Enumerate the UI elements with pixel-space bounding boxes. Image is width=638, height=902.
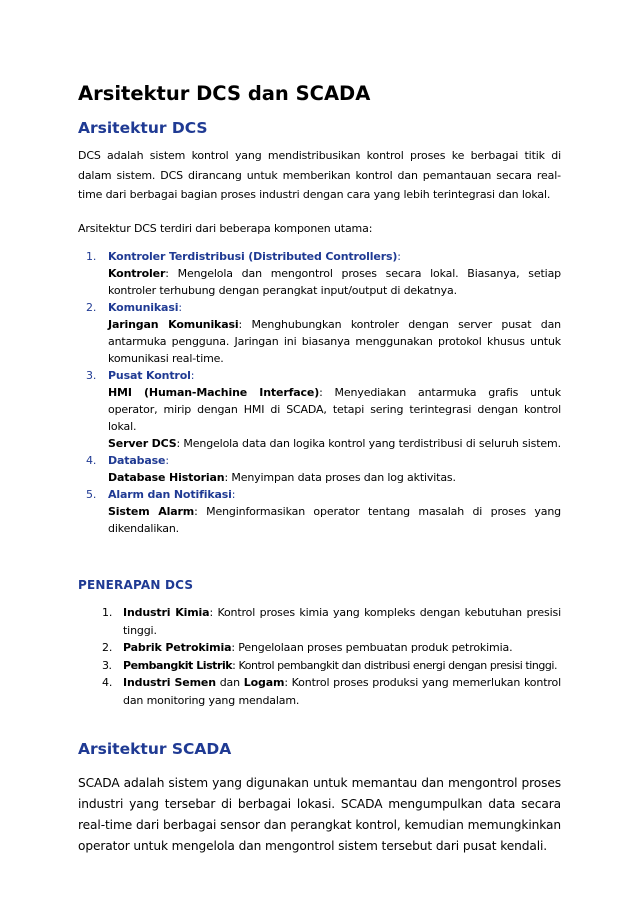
dcs-paragraph: DCS adalah sistem kontrol yang mendistribusikan kontrol proses ke berbagai titik di dalam sistem. DCS dirancang untuk memberikan kontrol dan pemantauan secara real-time dari berbagai bagian proses industri dengan cara yang lebih terintegrasi dan lokal. xyxy=(78,149,561,201)
document-content xyxy=(78,82,561,857)
item-text: : Pengelolaan proses pembuatan produk petrokimia. xyxy=(231,641,513,654)
item-number: 2. xyxy=(86,301,97,314)
item-text: : Mengelola data dan logika kontrol yang terdistribusi di seluruh sistem. xyxy=(176,437,561,450)
item-term: Kontroler xyxy=(108,267,166,280)
item-term: Jaringan Komunikasi xyxy=(108,318,239,331)
item-title: Alarm dan Notifikasi xyxy=(108,488,232,501)
penerapan-list xyxy=(78,604,561,709)
item-title: Kontroler Terdistribusi (Distributed Controllers) xyxy=(108,250,398,263)
list-item xyxy=(78,639,561,657)
scada-heading: Arsitektur SCADA xyxy=(78,740,232,758)
list-item: 2. Komunikasi: Jaringan Komunikasi: Menghubungkan kontroler dengan server pusat dan antarmuka pengguna. Jaringan ini biasanya menggunakan protokol khusus untuk komunikasi real-time. xyxy=(86,301,561,365)
item-text: : Kontrol proses produksi yang memerlukan kontrol dan monitoring yang mendalam. xyxy=(123,676,561,707)
item-text: : Kontrol pembangkit dan distribusi energi dengan presisi tinggi. xyxy=(232,658,558,672)
item-text: : Menyimpan data proses dan log aktivitas. xyxy=(224,471,456,484)
dcs-components-list xyxy=(78,248,561,537)
item-number: 1. xyxy=(102,606,113,619)
item-text: : Mengelola dan mengontrol proses secara lokal. Biasanya, setiap kontroler terhubung dengan perangkat input/output di dekatnya. xyxy=(108,267,561,297)
item-number: 5. xyxy=(86,488,97,501)
penerapan-heading: PENERAPAN DCS xyxy=(78,578,194,592)
item-text: : Menginformasikan operator tentang masalah di proses yang dikendalikan. xyxy=(108,505,561,535)
item-number: 4. xyxy=(86,454,97,467)
list-item xyxy=(78,657,561,675)
item-term: Pabrik Petrokimia xyxy=(123,641,232,654)
item-text: : Menyediakan antarmuka grafis untuk operator, mirip dengan HMI di SCADA, tetapi sering terintegrasi dengan kontrol lokal. xyxy=(108,386,562,433)
item-number: 3. xyxy=(102,658,112,672)
document-title: Arsitektur DCS dan SCADA xyxy=(78,82,371,105)
item-term: HMI (Human-Machine Interface) xyxy=(108,386,320,399)
item-term: Industri Semen xyxy=(123,676,216,689)
item-text: : Kontrol proses kimia yang kompleks dengan kebutuhan presisi tinggi. xyxy=(123,606,562,637)
list-item: 5. Alarm dan Notifikasi: Sistem Alarm: Menginformasikan operator tentang masalah di proses yang dikendalikan. xyxy=(86,488,561,535)
item-term: Database Historian xyxy=(108,471,225,484)
item-number: 4. xyxy=(102,676,113,689)
list-item: 3. Pusat Kontrol: HMI (Human-Machine Interface): Menyediakan antarmuka grafis untuk operator, mirip dengan HMI di SCADA, tetapi sering terintegrasi dengan kontrol lokal. Server DCS: Mengelola data dan logika kontrol yang terdistribusi di seluruh sistem. xyxy=(86,369,562,450)
dcs-intro: Arsitektur DCS terdiri dari beberapa komponen utama: xyxy=(78,221,373,235)
list-item: 1. Kontroler Terdistribusi (Distributed Controllers): Kontroler: Mengelola dan mengontrol proses secara lokal. Biasanya, setiap kontroler terhubung dengan perangkat input/output di dekatnya. xyxy=(86,250,561,297)
list-item xyxy=(78,674,561,709)
list-item xyxy=(78,604,561,639)
item-term: Logam xyxy=(243,676,285,689)
item-term: Server DCS xyxy=(108,437,177,450)
item-title: Pusat Kontrol xyxy=(108,369,191,382)
item-title: Database xyxy=(108,454,166,467)
item-text: : Menghubungkan kontroler dengan server pusat dan antarmuka pengguna. Jaringan ini biasanya menggunakan protokol khusus untuk komunikasi real-time. xyxy=(108,318,561,365)
item-term: Sistem Alarm xyxy=(108,505,195,518)
list-item: 4. Database: Database Historian: Menyimpan data proses dan log aktivitas. xyxy=(86,454,456,484)
item-number: 2. xyxy=(102,641,113,654)
item-number: 3. xyxy=(86,369,97,382)
dcs-heading: Arsitektur DCS xyxy=(78,119,208,137)
item-mid: dan xyxy=(215,676,244,689)
item-term: Pembangkit Listrik xyxy=(123,658,233,672)
item-term: Industri Kimia xyxy=(123,606,210,619)
scada-paragraph: SCADA adalah sistem yang digunakan untuk memantau dan mengontrol proses industri yang tersebar di berbagai lokasi. SCADA mengumpulkan data secara real-time dari berbagai sensor dan perangkat kontrol, kemudian memungkinkan operator untuk mengelola dan mengontrol sistem tersebut dari pusat kendali. xyxy=(78,776,561,853)
item-title: Komunikasi xyxy=(108,301,179,314)
item-number: 1. xyxy=(86,250,97,263)
